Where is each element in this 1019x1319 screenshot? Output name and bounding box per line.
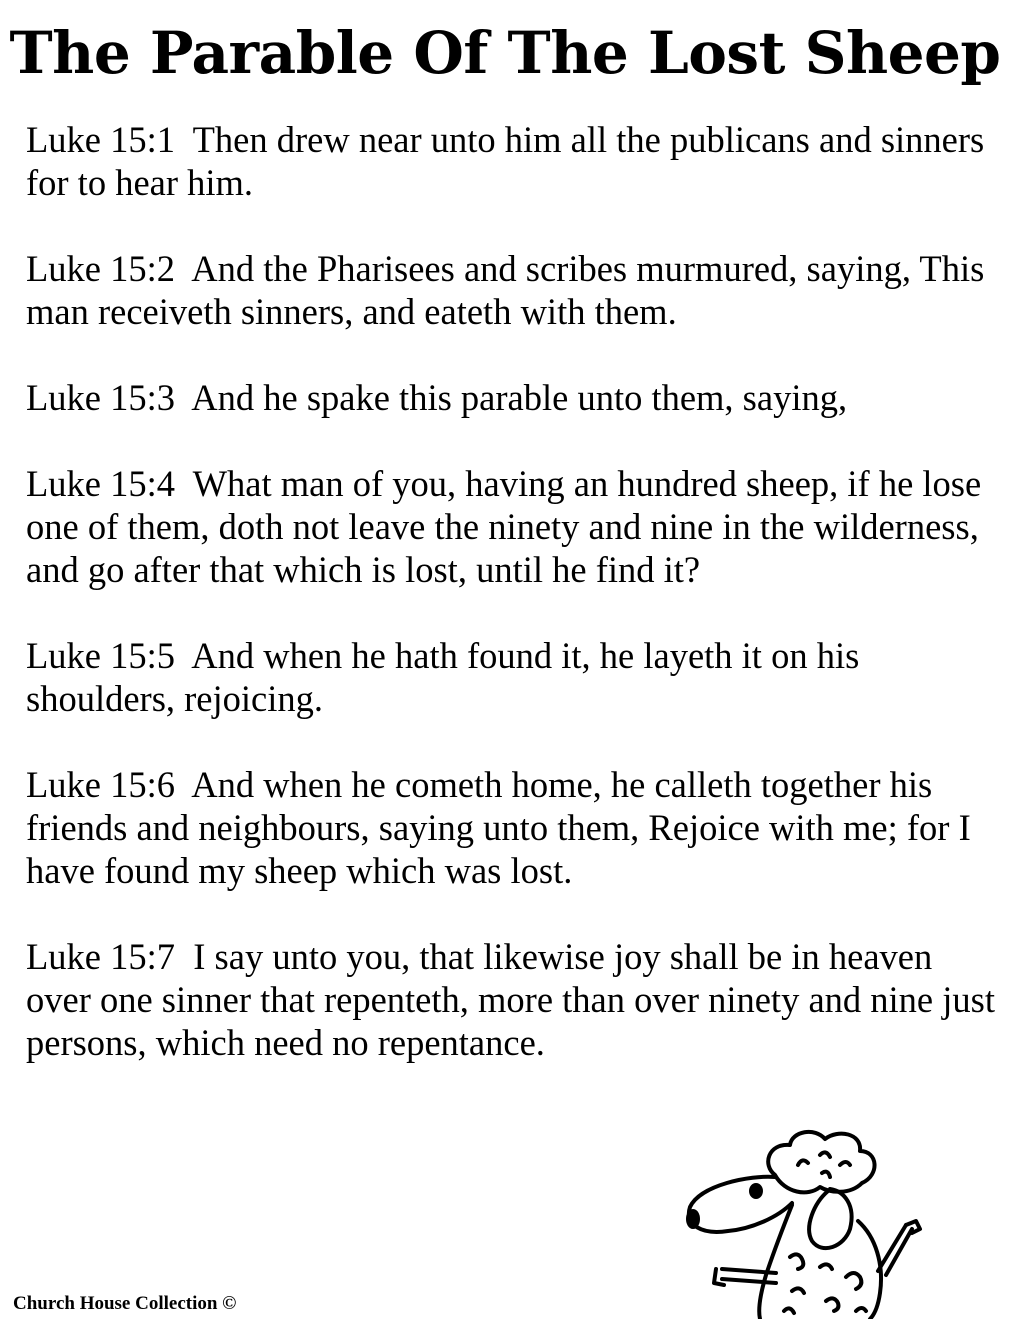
verse-reference: Luke 15:7 [26,936,176,977]
verse-item [26,634,1001,720]
page-title: The Parable Of The Lost Sheep [9,19,1001,87]
verse-text: And when he cometh home, he calleth together his friends and neighbours, saying unto them, Rejoice with me; for I have found my sheep which was lost. [26,764,980,891]
verse-item [26,935,1005,1064]
verse-reference: Luke 15:1 [26,119,176,160]
verse-reference: Luke 15:3 [26,377,176,418]
verse-list [26,118,1005,1107]
verse-text: And he spake this parable unto them, saying, [191,377,848,418]
verse-reference: Luke 15:6 [26,764,176,805]
sheep-icon [680,1125,950,1319]
verse-text: What man of you, having an hundred sheep, if he lose one of them, doth not leave the ninety and nine in the wilderness, and go after that which is lost, until he find it? [26,463,991,590]
verse-text: I say unto you, that likewise joy shall be in heaven over one sinner that repenteth, more than over ninety and nine just persons, which need no repentance. [26,936,1005,1063]
verse-item [26,462,1001,591]
verse-item [26,247,1001,333]
verse-text: Then drew near unto him all the publicans and sinners for to hear him. [26,119,994,203]
verse-text: And when he hath found it, he layeth it on his shoulders, rejoicing. [26,635,869,719]
verse-reference: Luke 15:5 [26,635,176,676]
copyright-credit: Church House Collection © [13,1293,237,1314]
verse-item [26,763,1001,892]
verse-reference: Luke 15:2 [26,248,176,289]
verse-text: And the Pharisees and scribes murmured, saying, This man receiveth sinners, and eateth with them. [26,248,994,332]
verse-item [26,376,1001,419]
verse-reference: Luke 15:4 [26,463,176,504]
verse-item [26,118,1001,204]
